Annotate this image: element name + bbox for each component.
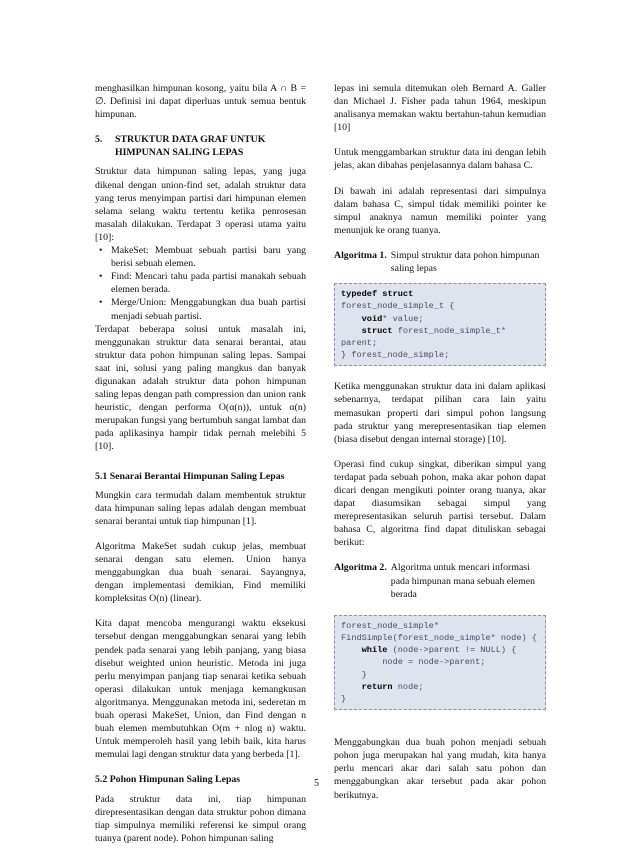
right-paragraph-1: lepas ini semula ditemukan oleh Bernard A. Galler dan Michael J. Fisher pada tahun 1964, meskipun analisanya memakan waktu bertahun-tahun kemudian [10]	[334, 83, 546, 134]
right-paragraph-5: Operasi find cukup singkat, diberikan simpul yang terdapat pada sebuah pohon, maka akar pohon dapat dicari dengan mengikuti pointer orang tuanya, akar dapat diasumsikan sebagai simpul yang merepresentasikan seluruh partisi tersebut. Dalam bahasa C, algoritma find dapat dituliskan sebagai berikut:	[334, 458, 546, 549]
section-5-1-heading: 5.1 Senarai Berantai Himpunan Saling Lepas	[95, 470, 285, 482]
section-5-1-paragraph-2: Algoritma MakeSet sudah cukup jelas, membuat senarai dengan satu elemen. Union hanya menggabungkan dua buah senarai. Sayangnya, dengan implementasi demikian, Find memiliki kompleksitas O(n) (linear).	[95, 540, 306, 605]
intro-paragraph: menghasilkan himpunan kosong, yaitu bila A ∩ B = ∅. Definisi ini dapat diperluas untuk semua bentuk himpunan.	[95, 83, 306, 121]
section-5-paragraph-2: Terdapat beberapa solusi untuk masalah ini, menggunakan struktur data senarai berantai, atau struktur data pohon himpunan saling lepas. Sampai saat ini, solusi yang paling mangkus dan banyak digunakan adalah struktur data pohon himpunan saling lepas dengan path compression dan union rank heuristic, dengan performa O(α(n)), untuk α(n) merupakan fungsi yang bertumbuh sangat lambat dan pada aplikasinya hampir tidak pernah melebihi 5 [10].	[95, 323, 306, 453]
operation-find: • Find: Mencari tahu pada partisi manakah sebuah elemen berada.	[109, 270, 306, 296]
right-column	[334, 82, 546, 814]
code-block-1	[334, 283, 546, 366]
right-paragraph-4: Ketika menggunakan struktur data ini dalam aplikasi sebenarnya, terdapat pilihan cara lain yaitu memasukan properti dari simpul pohon langsung pada struktur yang merepresentasikan tiap elemen (biasa disebut dengan internal storage) [10].	[334, 381, 546, 445]
code-line: }	[341, 669, 367, 680]
operation-makeset: • MakeSet: Membuat sebuah partisi baru yang berisi sebuah elemen.	[109, 244, 306, 270]
section-5-2-paragraph: Pada struktur data ini, tiap himpunan direpresentasikan dengan data struktur pohon dimana tiap simpulnya memiliki referensi ke simpul orang tuanya (parent node). Pohon himpunan saling	[95, 793, 306, 844]
section-5-1-paragraph-1: Mungkin cara termudah dalam membentuk struktur data himpunan saling lepas adalah dengan membuat senarai berantai untuk tiap himpunan [1].	[95, 489, 306, 527]
section-5-heading	[95, 133, 306, 159]
code-line: } forest_node_simple;	[341, 350, 450, 361]
algorithm-1-caption	[334, 249, 546, 275]
left-column	[95, 82, 306, 857]
algorithm-2-title: Algoritma untuk mencari informasi pada himpunan mana sebuah elemen berada	[390, 562, 535, 600]
section-5-number: 5.	[95, 134, 103, 146]
code-line: typedef struct	[341, 289, 414, 300]
algorithm-2-caption	[334, 561, 546, 600]
section-5-1-paragraph-3: Kita dapat mencoba mengurangi waktu eksekusi tersebut dengan menggabungkan senarai yang lebih pendek pada senarai yang lebih panjang, yang biasa disebut weighted union heuristic. Metoda ini juga perlu menyimpan panjang tiap senarai ketika sebuah operasi dilakukan untuk menjaga kemangkusan algoritmanya. Menggunakan metoda ini, sederetan m buah operasi MakeSet, Union, dan Find dengan n buah elemen membutuhkan O(m + nlog n) waktu. Untuk memperoleh hasil yang lebih baik, kita harus memulai lagi dengan struktur data yang berbeda [1].	[95, 618, 306, 761]
algorithm-2-label: Algoritma 2.	[334, 562, 387, 574]
code-line: parent;	[341, 337, 378, 348]
code-line: void* value;	[361, 313, 424, 324]
section-5-2-heading: 5.2 Pohon Himpunan Saling Lepas	[95, 774, 241, 786]
right-paragraph-3: Di bawah ini adalah representasi dari simpulnya dalam bahasa C, simpul tidak memiliki pointer ke simpul anaknya namun memiliki pointer yang menunjuk ke orang tuanya.	[334, 185, 546, 236]
code-line: FindSimple(forest_node_simple* node) {	[341, 632, 537, 643]
code-line: while (node->parent != NULL) {	[361, 645, 517, 656]
algorithm-1-label: Algoritma 1.	[334, 249, 387, 261]
page-number: 5	[314, 778, 319, 789]
section-5-paragraph-1: Struktur data himpunan saling lepas, yang juga dikenal dengan union-find set, adalah struktur data yang terus menyimpan partisi dari himpunan elemen selama selang waktu tertentu ketika penrosesan masalah dilakukan. Terdapat 3 operasi utama yaitu [10]:	[95, 166, 306, 243]
code-line: return node;	[361, 681, 424, 692]
operations-list	[95, 244, 306, 323]
right-paragraph-2: Untuk menggambarkan struktur data ini dengan lebih jelas, akan dibahas penjelasannya dalam bahasa C.	[334, 147, 546, 172]
code-line: forest_node_simple*	[341, 620, 439, 631]
code-line: forest_node_simple_t {	[341, 301, 455, 312]
code-line: node = node->parent;	[341, 657, 486, 668]
section-5-title: STRUKTUR DATA GRAF UNTUK HIMPUNAN SALING LEPAS	[115, 134, 266, 159]
code-line: }	[341, 693, 347, 704]
operation-union: • Merge/Union: Menggabungkan dua buah partisi menjadi sebuah partisi.	[109, 296, 306, 322]
right-paragraph-6: Menggabungkan dua buah pohon menjadi sebuah pohon juga merupakan hal yang mudah, kita hanya perlu mencari akar dari salah satu pohon dan menggabungkan akar tersebut pada akar pohon berikutnya.	[334, 737, 546, 801]
code-block-2	[334, 615, 546, 710]
algorithm-1-title: Simpul struktur data pohon himpunan saling lepas	[390, 249, 540, 275]
code-line: struct forest_node_simple_t*	[361, 325, 507, 336]
